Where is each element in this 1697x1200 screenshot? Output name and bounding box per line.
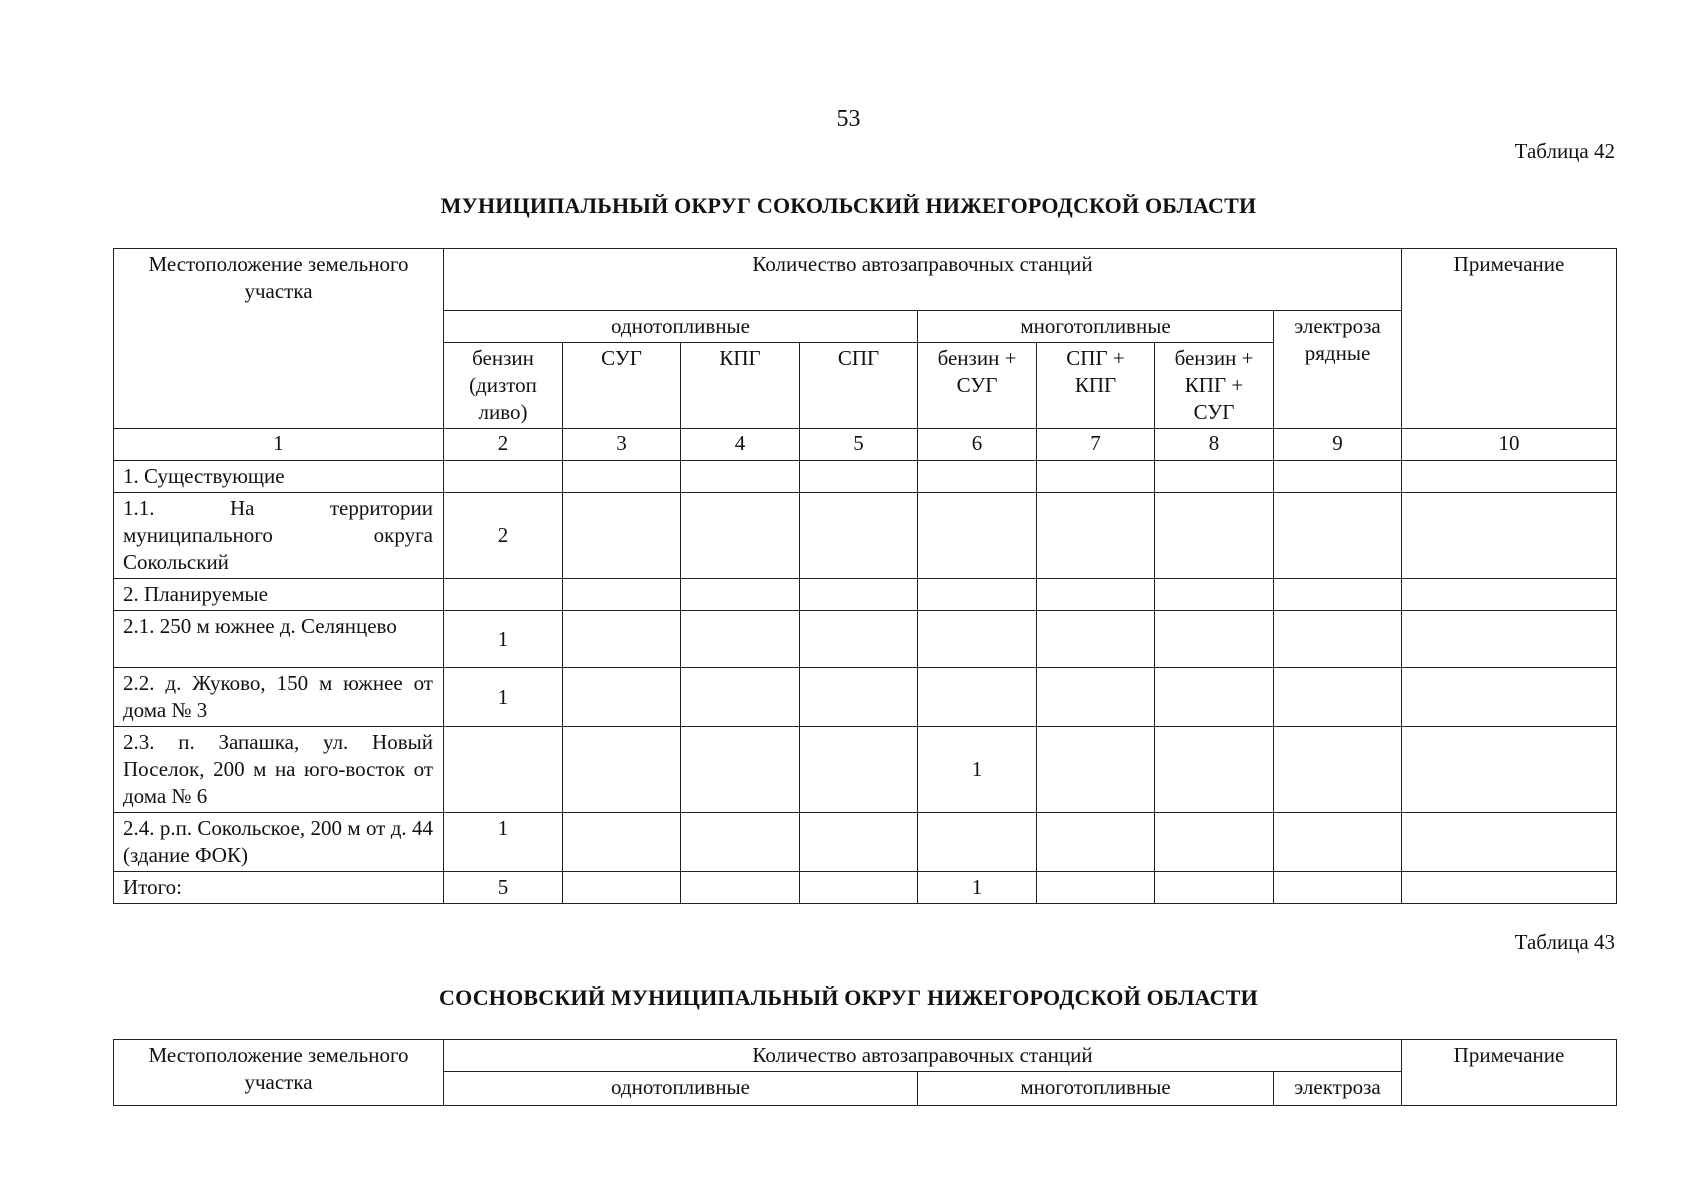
header-petrol-lpg: бензин + СУГ [918, 343, 1037, 429]
table-cell [444, 461, 563, 493]
table-cell: 1 [444, 668, 563, 727]
table-cell [1037, 872, 1155, 904]
table-cell [800, 668, 918, 727]
table-cell: 2 [444, 493, 563, 579]
table-cell [1037, 461, 1155, 493]
table-cell [918, 461, 1037, 493]
row-location: 2. Планируемые [114, 579, 444, 611]
header-petrol: бензин (дизтоп ливо) [444, 343, 563, 429]
table-cell [1402, 611, 1617, 668]
table-cell [1037, 611, 1155, 668]
table-cell [1274, 668, 1402, 727]
table-cell [800, 579, 918, 611]
row-location: Итого: [114, 872, 444, 904]
header-lng: СПГ [800, 343, 918, 429]
column-number: 7 [1037, 429, 1155, 461]
table-42 [113, 248, 1617, 904]
table-cell [1037, 668, 1155, 727]
table-cell [563, 813, 681, 872]
table-cell [918, 493, 1037, 579]
header-single-fuel: однотопливные [444, 1072, 918, 1106]
table-43-label: Таблица 43 [1514, 930, 1615, 954]
column-number: 8 [1155, 429, 1274, 461]
table-cell [681, 611, 800, 668]
table-cell [800, 611, 918, 668]
table-43 [113, 1039, 1617, 1106]
table-cell [563, 611, 681, 668]
header-multi-fuel: многотопливные [918, 311, 1274, 343]
column-number: 1 [114, 429, 444, 461]
column-number-row [114, 429, 1617, 461]
header-note: Примечание [1402, 1040, 1617, 1106]
table-cell [444, 579, 563, 611]
column-number: 4 [681, 429, 800, 461]
table-cell [1155, 872, 1274, 904]
header-multi-fuel: многотопливные [918, 1072, 1274, 1106]
table-cell [1155, 493, 1274, 579]
table-cell [1402, 727, 1617, 813]
column-number: 3 [563, 429, 681, 461]
table-cell [1274, 727, 1402, 813]
column-number: 9 [1274, 429, 1402, 461]
table-cell [681, 461, 800, 493]
row-location: 1. Существующие [114, 461, 444, 493]
table-row [114, 579, 1617, 611]
header-single-fuel: однотопливные [444, 311, 918, 343]
column-number: 5 [800, 429, 918, 461]
header-station-count: Количество автозаправочных станций [444, 1040, 1402, 1072]
header-location: Местоположение земельного участка [114, 249, 444, 429]
table-row [114, 461, 1617, 493]
table-cell [1037, 727, 1155, 813]
table-cell [1037, 813, 1155, 872]
row-location: 2.2. д. Жуково, 150 м южнее от дома № 3 [114, 668, 444, 727]
table-cell [918, 611, 1037, 668]
table-cell [563, 579, 681, 611]
row-location: 2.4. р.п. Сокольское, 200 м от д. 44 (здание ФОК) [114, 813, 444, 872]
table-cell [563, 493, 681, 579]
table-cell [1274, 461, 1402, 493]
table-cell: 1 [444, 813, 563, 872]
table-cell [1274, 493, 1402, 579]
total-row [114, 872, 1617, 904]
table-cell [918, 579, 1037, 611]
header-lng-cng: СПГ + КПГ [1037, 343, 1155, 429]
table-cell [1155, 611, 1274, 668]
table-42-title: МУНИЦИПАЛЬНЫЙ ОКРУГ СОКОЛЬСКИЙ НИЖЕГОРОДСКОЙ ОБЛАСТИ [440, 193, 1257, 218]
header-petrol-cng-lpg: бензин + КПГ + СУГ [1155, 343, 1274, 429]
column-number: 10 [1402, 429, 1617, 461]
table-cell [1155, 579, 1274, 611]
row-location: 1.1. На территории муниципального округа Сокольский [114, 493, 444, 579]
table-cell [1274, 611, 1402, 668]
column-number: 2 [444, 429, 563, 461]
table-cell [563, 461, 681, 493]
table-cell [681, 668, 800, 727]
table-cell [1402, 872, 1617, 904]
header-electric: электроза рядные [1274, 311, 1402, 429]
table-cell [1402, 668, 1617, 727]
table-cell [1155, 727, 1274, 813]
table-cell [1155, 668, 1274, 727]
table-cell [681, 727, 800, 813]
table-cell [1037, 493, 1155, 579]
table-cell [681, 813, 800, 872]
table-cell [800, 493, 918, 579]
table-cell [563, 668, 681, 727]
table-cell [681, 579, 800, 611]
table-cell [681, 872, 800, 904]
table-row [114, 813, 1617, 872]
row-location: 2.1. 250 м южнее д. Селянцево [114, 611, 444, 668]
header-station-count: Количество автозаправочных станций [444, 249, 1402, 311]
table-cell [563, 727, 681, 813]
table-cell: 5 [444, 872, 563, 904]
table-cell [800, 461, 918, 493]
table-cell [563, 872, 681, 904]
table-row [114, 611, 1617, 668]
header-location: Местоположение земельного участка [114, 1040, 444, 1106]
table-cell [1274, 872, 1402, 904]
table-row [114, 493, 1617, 579]
table-cell [1402, 493, 1617, 579]
table-cell [800, 727, 918, 813]
table-cell: 1 [444, 611, 563, 668]
table-cell [800, 872, 918, 904]
row-location: 2.3. п. Запашка, ул. Новый Поселок, 200 м на юго-восток от дома № 6 [114, 727, 444, 813]
header-note: Примечание [1402, 249, 1617, 429]
table-row [114, 668, 1617, 727]
table-cell [1155, 813, 1274, 872]
table-42-label: Таблица 42 [1514, 139, 1615, 163]
table-cell: 1 [918, 872, 1037, 904]
table-cell [1274, 813, 1402, 872]
page-number: 53 [836, 106, 861, 132]
table-cell [1155, 461, 1274, 493]
table-cell [800, 813, 918, 872]
table-cell [1274, 579, 1402, 611]
header-electric: электроза [1274, 1072, 1402, 1106]
table-cell [918, 813, 1037, 872]
column-number: 6 [918, 429, 1037, 461]
table-cell [1402, 813, 1617, 872]
table-cell [681, 493, 800, 579]
table-row [114, 727, 1617, 813]
table-43-title: СОСНОВСКИЙ МУНИЦИПАЛЬНЫЙ ОКРУГ НИЖЕГОРОДСКОЙ ОБЛАСТИ [439, 985, 1258, 1010]
table-cell: 1 [918, 727, 1037, 813]
header-lpg: СУГ [563, 343, 681, 429]
header-cng: КПГ [681, 343, 800, 429]
table-cell [918, 668, 1037, 727]
table-cell [1402, 579, 1617, 611]
table-cell [444, 727, 563, 813]
table-cell [1037, 579, 1155, 611]
table-cell [1402, 461, 1617, 493]
